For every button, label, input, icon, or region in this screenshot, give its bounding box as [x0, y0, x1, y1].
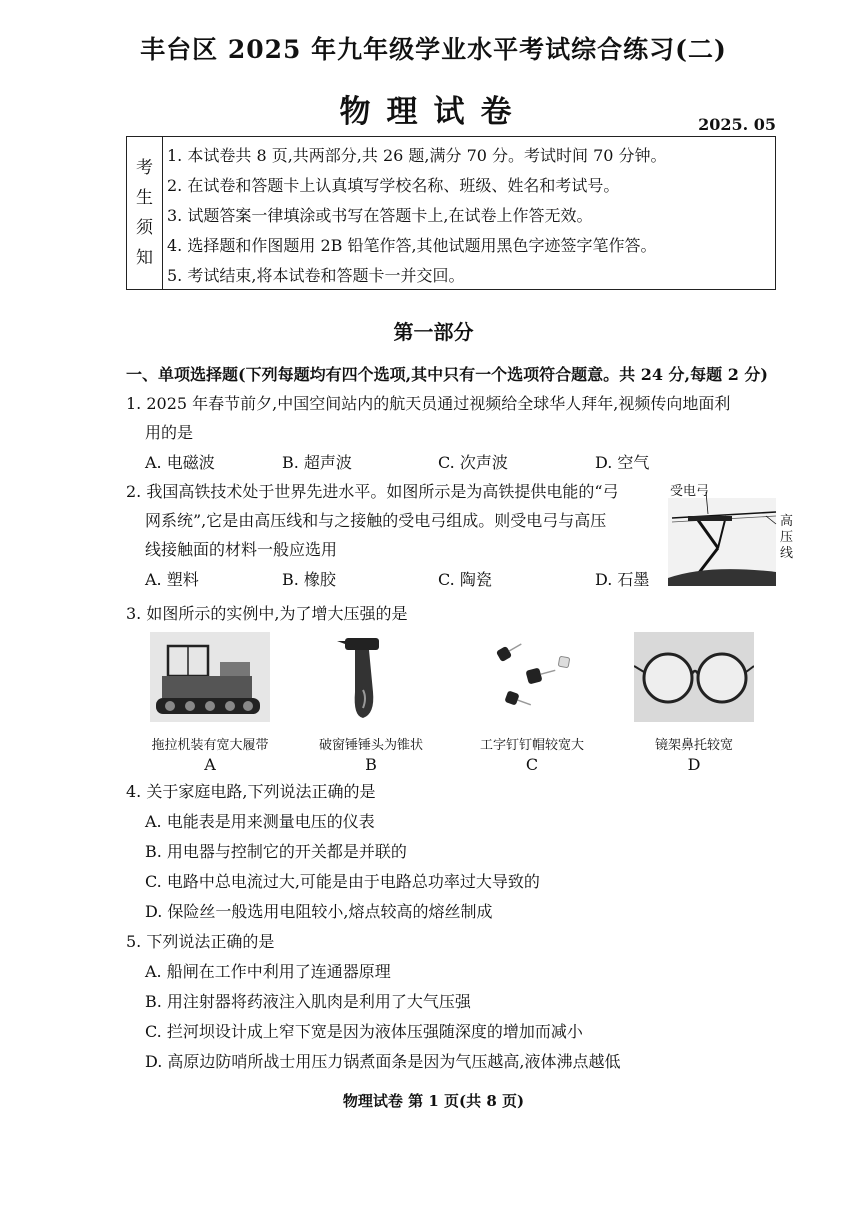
part-title: 第一部分: [393, 320, 474, 344]
question-2-option-b: B. 橡胶: [282, 570, 336, 589]
wire-label-char: 线: [780, 546, 794, 561]
question-5-text: 5. 下列说法正确的是: [126, 932, 275, 951]
figure-c-caption: 工字钉钉帽较宽大: [479, 738, 584, 753]
question-5-option-c: C. 拦河坝设计成上窄下宽是因为液体压强随深度的增加而减小: [145, 1022, 583, 1041]
question-5-option-a: A. 船闸在工作中利用了连通器原理: [145, 962, 391, 981]
question-4-option-d: D. 保险丝一般选用电阻较小,熔点较高的熔丝制成: [145, 902, 493, 921]
section-header: 一、单项选择题(下列每题均有四个选项,其中只有一个选项符合题意。共 24 分,每题 2 分): [126, 365, 768, 384]
question-4-option-a: A. 电能表是用来测量电压的仪表: [145, 812, 375, 831]
pantograph-figure: [668, 478, 798, 588]
notice-item: 3. 试题答案一律填涂或书写在答题卡上,在试卷上作答无效。: [167, 206, 593, 225]
question-1-text: 1. 2025 年春节前夕,中国空间站内的航天员通过视频给全球华人拜年,视频传向地面利: [126, 394, 731, 413]
notice-item: 2. 在试卷和答题卡上认真填写学校名称、班级、姓名和考试号。: [167, 176, 620, 195]
figure-a: [130, 632, 290, 774]
figure-b: [291, 632, 451, 774]
notice-item: 4. 选择题和作图题用 2B 铅笔作答,其他试题用黑色字迹签字笔作答。: [167, 236, 657, 255]
figure-d: [614, 632, 774, 774]
tractor-image: [150, 632, 270, 722]
candidate-notice-box: [126, 136, 776, 290]
question-2-text: 2. 我国高铁技术处于世界先进水平。如图所示是为高铁提供电能的“弓: [126, 482, 619, 501]
question-5-option-b: B. 用注射器将药液注入肌肉是利用了大气压强: [145, 992, 471, 1011]
notice-item: 1. 本试卷共 8 页,共两部分,共 26 题,满分 70 分。考试时间 70 分钟。: [167, 146, 667, 165]
question-1-option-c: C. 次声波: [438, 453, 508, 472]
figure-a-caption: 拖拉机装有宽大履带: [151, 738, 269, 753]
question-2-option-d: D. 石墨: [595, 570, 650, 589]
figure-d-caption: 镜架鼻托较宽: [654, 738, 733, 753]
question-1-option-d: D. 空气: [595, 453, 650, 472]
question-2-option-c: C. 陶瓷: [438, 570, 492, 589]
question-1-option-a: A. 电磁波: [145, 453, 215, 472]
wire-label-char: 高: [780, 514, 794, 529]
exam-title: 丰台区 2025 年九年级学业水平考试综合练习(二): [140, 35, 727, 64]
figure-d-letter: D: [687, 755, 701, 774]
question-3-figures: [126, 632, 776, 782]
question-2-text-cont: 网系统”,它是由高压线和与之接触的受电弓组成。则受电弓与高压: [145, 511, 607, 530]
pantograph-label: 受电弓: [670, 484, 710, 499]
wire-label-char: 压: [780, 530, 794, 545]
figure-b-letter: B: [365, 755, 377, 774]
glasses-image: [634, 632, 754, 722]
figure-a-letter: A: [204, 755, 216, 774]
question-1-option-b: B. 超声波: [282, 453, 352, 472]
window-hammer-image: [311, 632, 431, 722]
notice-heading-char: 须: [136, 218, 153, 238]
question-4-text: 4. 关于家庭电路,下列说法正确的是: [126, 782, 376, 801]
figure-b-caption: 破窗锤锤头为锥状: [318, 738, 423, 753]
notice-list: [163, 137, 775, 289]
question-1-text-cont: 用的是: [145, 423, 194, 442]
notice-heading-char: 知: [136, 248, 153, 268]
question-4-option-c: C. 电路中总电流过大,可能是由于电路总功率过大导致的: [145, 872, 540, 891]
figure-c: [452, 632, 612, 774]
notice-heading-char: 考: [136, 158, 153, 178]
question-2-text-cont: 线接触面的材料一般应选用: [145, 540, 338, 559]
notice-heading: [127, 137, 163, 289]
figure-c-letter: C: [525, 755, 539, 774]
question-2-option-a: A. 塑料: [145, 570, 199, 589]
subject-title: 物理试卷: [339, 94, 528, 130]
exam-date: 2025. 05: [698, 115, 776, 134]
question-5-option-d: D. 高原边防哨所战士用压力锅煮面条是因为气压越高,液体沸点越低: [145, 1052, 621, 1071]
page-footer: 物理试卷 第 1 页(共 8 页): [342, 1092, 525, 1110]
question-4-option-b: B. 用电器与控制它的开关都是并联的: [145, 842, 407, 861]
thumbtacks-image: [472, 632, 592, 722]
notice-item: 5. 考试结束,将本试卷和答题卡一并交回。: [167, 266, 465, 285]
question-3-text: 3. 如图所示的实例中,为了增大压强的是: [126, 604, 408, 623]
notice-heading-char: 生: [136, 188, 153, 208]
